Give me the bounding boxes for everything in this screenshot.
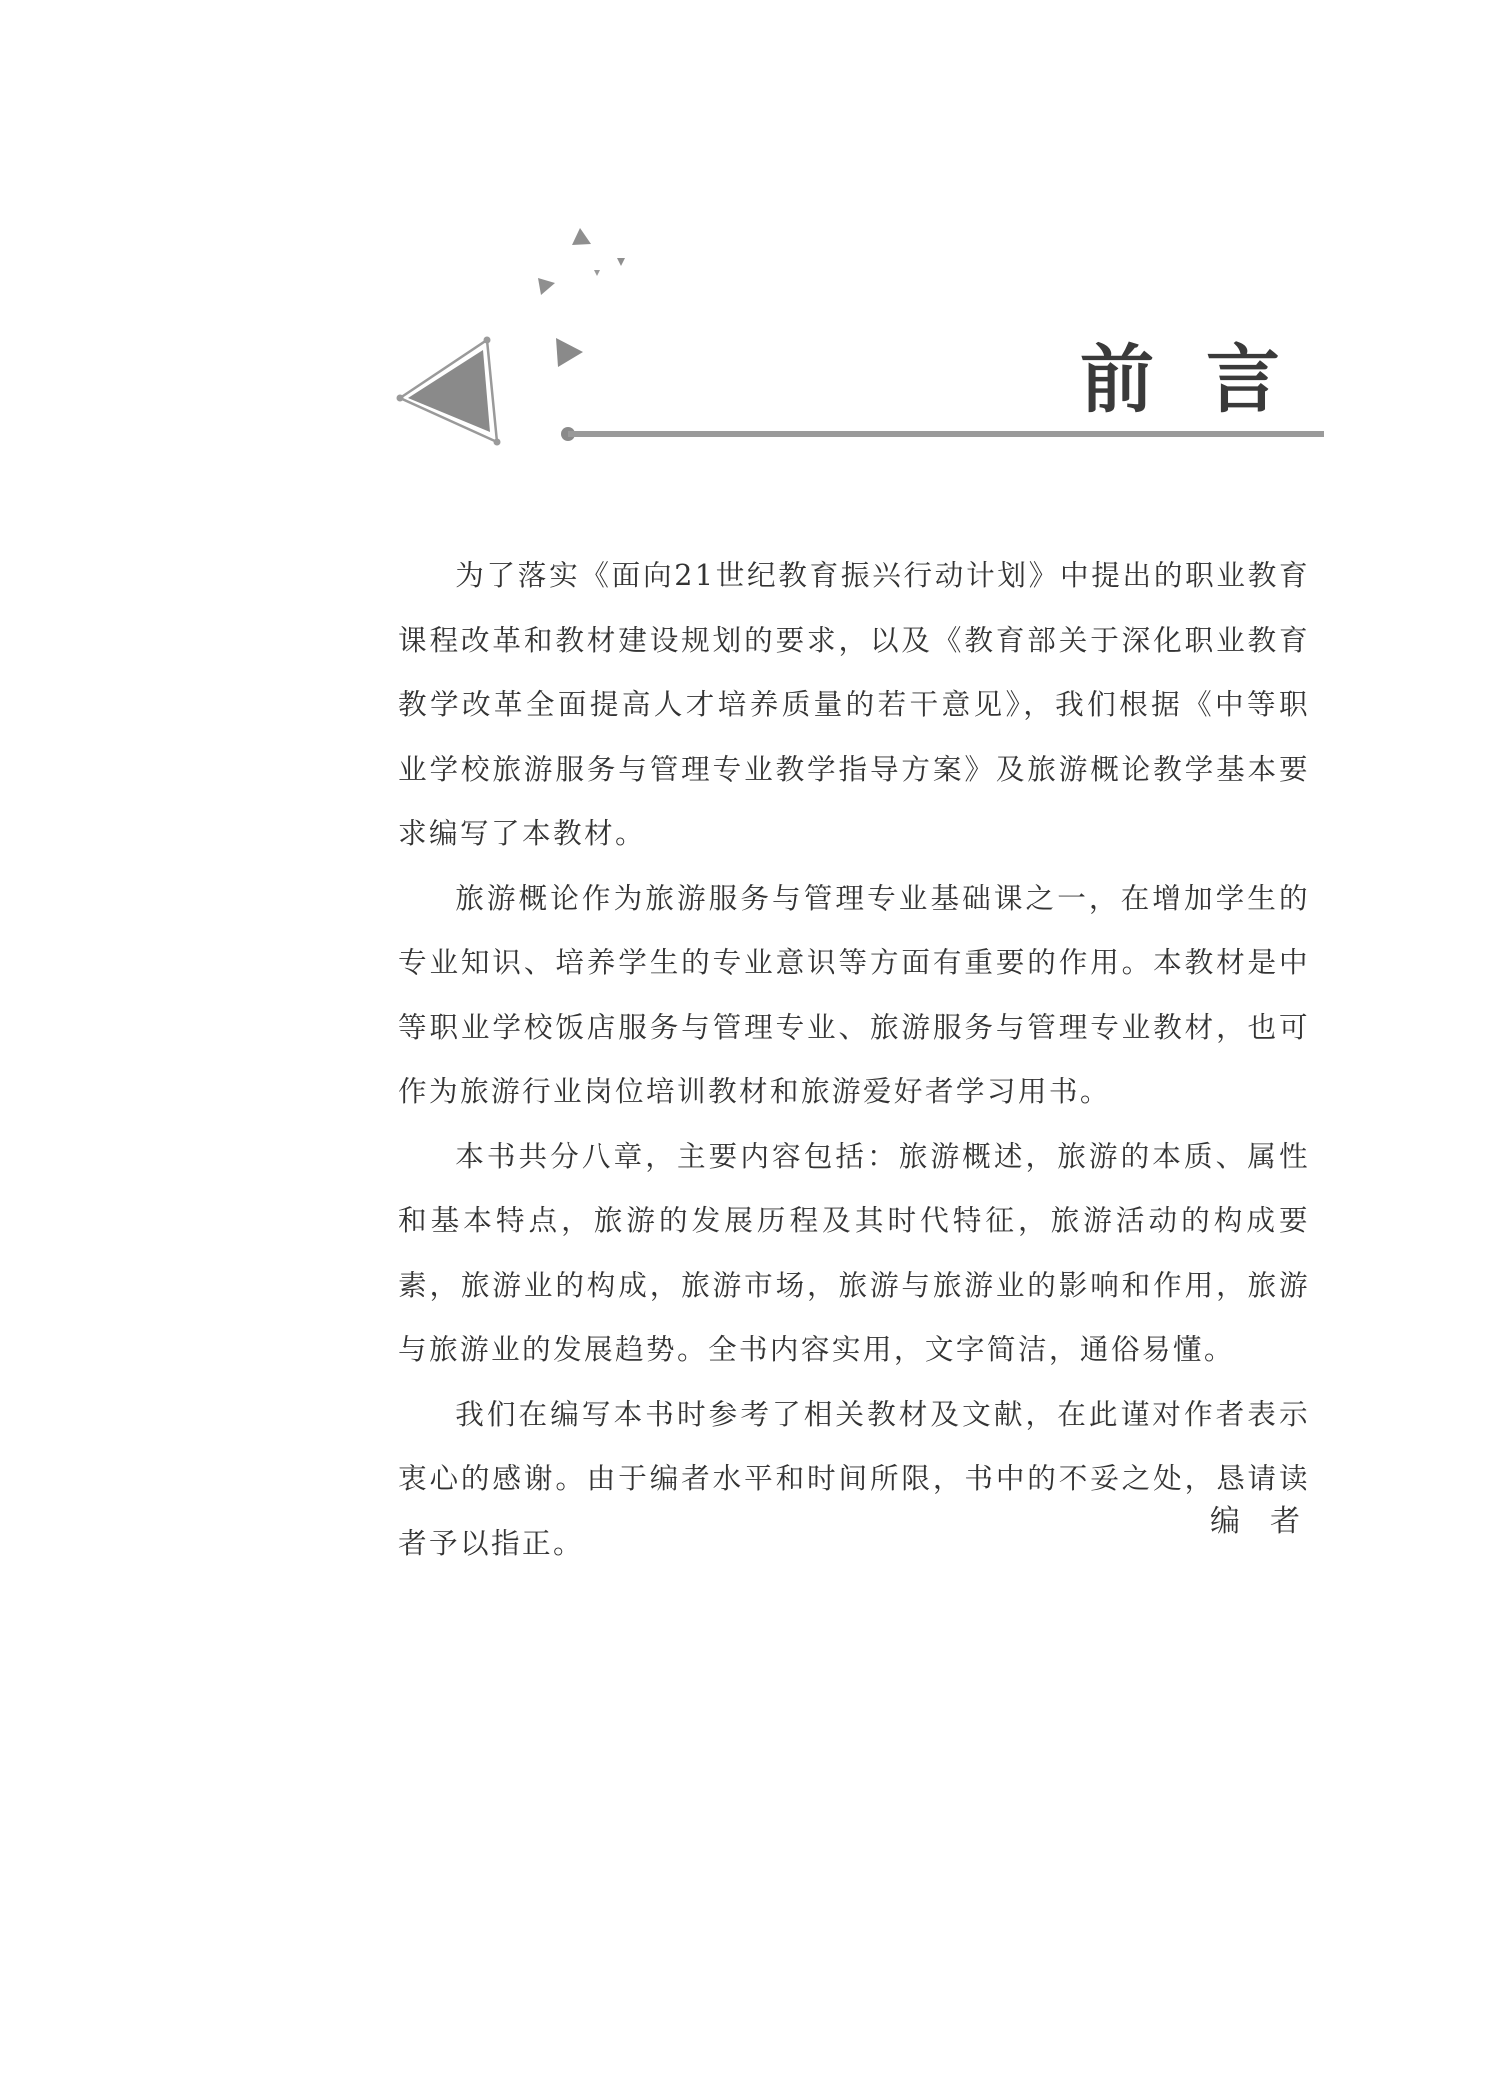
signature: 编者 [1210, 1504, 1330, 1539]
triangle-vertex-dot [397, 395, 404, 402]
small-triangle [617, 258, 625, 266]
small-triangle [594, 270, 600, 276]
paragraph: 为了落实《面向21世纪教育振兴行动计划》中提出的职业教育课程改革和教材建设规划的要求，以及《教育部关于深化职业教育教学改革全面提高人才培养质量的若干意见》，我们根据《中等职业学校旅游服务与管理专业教学指导方案》及旅游概论教学基本要求编写了本教材。 [398, 558, 1310, 850]
paragraph: 本书共分八章，主要内容包括：旅游概述，旅游的本质、属性和基本特点，旅游的发展历程及其时代特征，旅游活动的构成要素，旅游业的构成，旅游市场，旅游与旅游业的影响和作用，旅游与旅游业的发展趋势。全书内容实用，文字简洁，通俗易懂。 [398, 1138, 1310, 1366]
triangle-vertex-dot [484, 337, 491, 344]
heading-rule [568, 431, 1324, 437]
preface-body [398, 543, 1310, 1575]
small-triangle [538, 278, 555, 295]
page-title: 前言 [1080, 337, 1332, 423]
small-triangle [556, 338, 583, 367]
paragraph: 我们在编写本书时参考了相关教材及文献，在此谨对作者表示衷心的感谢。由于编者水平和时间所限，书中的不妥之处，恳请读者予以指正。 [398, 1396, 1310, 1560]
paragraph: 旅游概论作为旅游服务与管理专业基础课之一，在增加学生的专业知识、培养学生的专业意识等方面有重要的作用。本教材是中等职业学校饭店服务与管理专业、旅游服务与管理专业教材，也可作为旅游行业岗位培训教材和旅游爱好者学习用书。 [398, 880, 1310, 1108]
small-triangle [572, 228, 591, 245]
triangle-vertex-dot [494, 439, 501, 446]
